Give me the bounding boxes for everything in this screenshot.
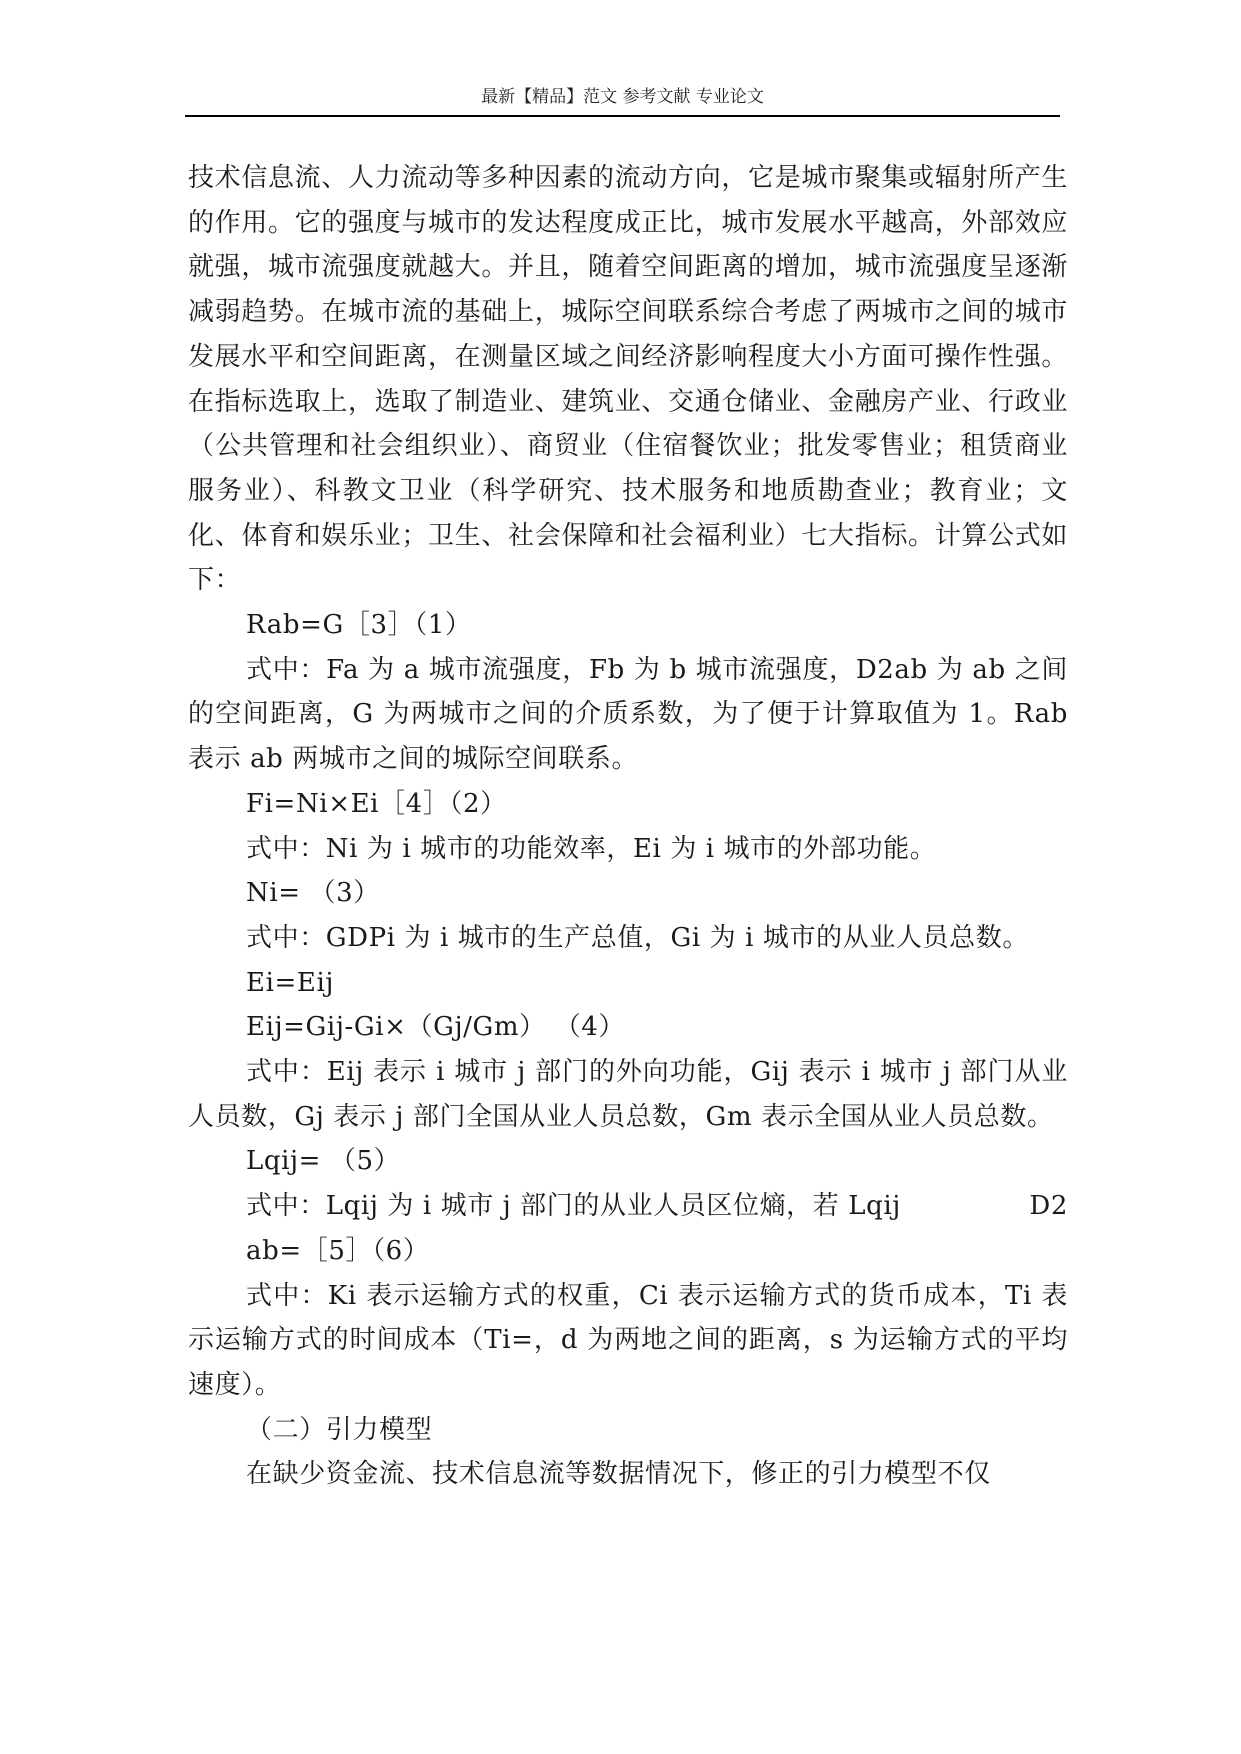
formula-3: Ni= （3） (246, 878, 380, 909)
formula-6: ab=［5］（6） (246, 1235, 430, 1266)
formula-5: Lqij= （5） (246, 1146, 401, 1177)
formula-1: Rab=G［3］（1） (246, 610, 472, 641)
page-header: 最新【精品】范文 参考文献 专业论文 (481, 87, 764, 107)
formula-4: Eij=Gij-Gi×（Gj/Gm） （4） (246, 1012, 625, 1043)
paragraph-formula-6-notes: 式中：Ki 表示运输方式的权重，Ci 表示运输方式的货币成本，Ti 表示运输方式的时间成本（Ti=，d 为两地之间的距离，s 为运输方式的平均速度）。 (188, 1280, 1068, 1400)
paragraph-formula-3-notes: 式中：GDPi 为 i 城市的生产总值，Gi 为 i 城市的从业人员总数。 (246, 922, 1029, 953)
formula-4-sum: Ei=Eij (246, 967, 335, 998)
paragraph-formula-4-notes: 式中：Eij 表示 i 城市 j 部门的外向功能，Gij 表示 i 城市 j 部门从业人员数，Gj 表示 j 部门全国从业人员总数，Gm 表示全国从业人员总数。 (188, 1057, 1068, 1132)
paragraph-formula-2-notes: 式中：Ni 为 i 城市的功能效率，Ei 为 i 城市的外部功能。 (246, 833, 937, 864)
document-body (188, 156, 1068, 1497)
paragraph-formula-1-notes: 式中：Fa 为 a 城市流强度，Fb 为 b 城市流强度，D2ab 为 ab 之间的空间距离，G 为两城市之间的介质系数，为了便于计算取值为 1。Rab 表示 ab 两城市之间的城际空间联系。 (188, 654, 1068, 775)
paragraph-intro: 技术信息流、人力流动等多种因素的流动方向，它是城市聚集或辐射所产生的作用。它的强度与城市的发达程度成正比，城市发展水平越高，外部效应就强，城市流强度就越大。并且，随着空间距离的增加，城市流强度呈逐渐减弱趋势。在城市流的基础上，城际空间联系综合考虑了两城市之间的城市发展水平和空间距离，在测量区域之间经济影响程度大小方面可操作性强。在指标选取上，选取了制造业、建筑业、交通仓储业、金融房产业、行政业（公共管理和社会组织业）、商贸业（住宿餐饮业；批发零售业；租赁商业服务业）、科教文卫业（科学研究、技术服务和地质勘查业；教育业；文化、体育和娱乐业；卫生、社会保障和社会福利业）七大指标。计算公式如下： (188, 163, 1068, 596)
header-divider (185, 115, 1060, 117)
paragraph-formula-5-text: 式中：Lqij 为 i 城市 j 部门的从业人员区位熵，若 Lqij (246, 1191, 901, 1222)
formula-2: Fi=Ni×Ei［4］（2） (246, 788, 507, 819)
paragraph-formula-5-trailing: D2 (1029, 1191, 1068, 1222)
paragraph-formula-5-notes (188, 1184, 1068, 1229)
section-heading-gravity-model: （二）引力模型 (246, 1414, 433, 1445)
paragraph-gravity-model: 在缺少资金流、技术信息流等数据情况下，修正的引力模型不仅 (246, 1459, 991, 1490)
